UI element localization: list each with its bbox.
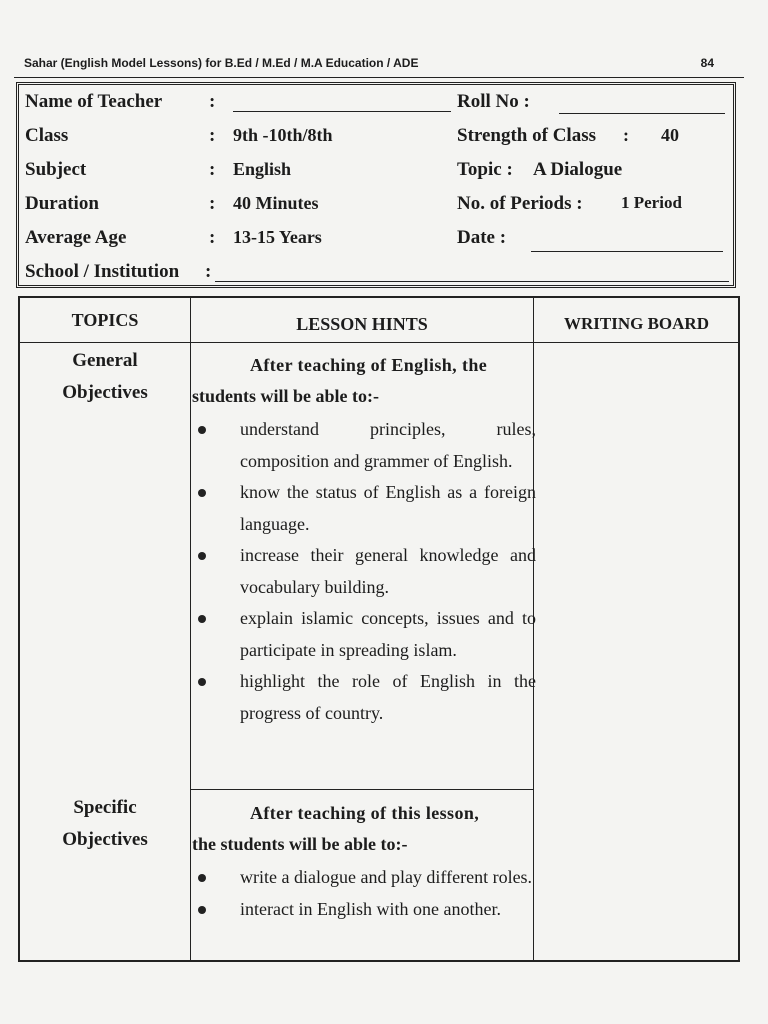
school-label: School / Institution [25, 261, 180, 282]
lesson-info-box [16, 82, 736, 288]
row-subject [25, 159, 735, 189]
list-item: interact in English with one another. [192, 894, 536, 926]
row-average-age [25, 227, 735, 257]
general-intro-lead: After teaching of English, the [250, 355, 488, 375]
specific-intro-tail: the students will be able to:- [192, 834, 408, 854]
roll-no-label: Roll No : [457, 91, 530, 112]
strength-label: Strength of Class [457, 125, 596, 146]
row-name-of-teacher [25, 91, 735, 121]
topics-header: TOPICS [71, 310, 139, 330]
general-intro [192, 350, 532, 412]
average-age-label: Average Age [25, 227, 127, 248]
roll-no-blank [559, 95, 725, 114]
class-value: 9th -10th/8th [233, 125, 333, 145]
lesson-plan-table [18, 296, 740, 962]
name-of-teacher-label: Name of Teacher [25, 91, 163, 112]
bullet-icon [198, 615, 206, 623]
row-school [25, 261, 735, 291]
running-head [24, 56, 724, 74]
bullet-icon [198, 874, 206, 882]
list-item: explain islamic concepts, issues and to participate in spreading islam. [192, 603, 536, 666]
name-of-teacher-colon: : [209, 91, 216, 112]
list-item: write a dialogue and play different roles. [192, 862, 536, 894]
running-head-title: Sahar (English Model Lessons) for B.Ed / M.Ed / M.A Education / ADE [24, 56, 419, 70]
page-number: 84 [700, 56, 714, 70]
average-age-value: 13-15 Years [233, 227, 322, 247]
name-of-teacher-blank [233, 93, 451, 112]
periods-value: 1 Period [621, 193, 682, 212]
list-item: highlight the role of English in the progress of country. [192, 666, 536, 729]
section-divider [190, 789, 533, 790]
strength-colon: : [623, 125, 629, 145]
school-blank [215, 263, 729, 282]
list-item: understand principles, rules, composition and grammer of English. [192, 414, 536, 477]
bullet-icon [198, 489, 206, 497]
general-topic-line1: General [72, 350, 138, 371]
lesson-hints-header: LESSON HINTS [296, 314, 428, 334]
writing-board-header: WRITING BOARD [564, 314, 709, 333]
general-objectives-topic [20, 345, 190, 409]
duration-value: 40 Minutes [233, 193, 319, 213]
general-objectives-list [192, 414, 536, 729]
subject-colon: : [209, 159, 216, 180]
header-row-divider [20, 342, 738, 343]
header-rule [14, 77, 744, 78]
duration-label: Duration [25, 193, 99, 214]
specific-objectives-list [192, 862, 536, 925]
general-intro-tail: students will be able to:- [192, 386, 380, 406]
list-item: increase their general knowledge and vocabulary building. [192, 540, 536, 603]
list-item: know the status of English as a foreign language. [192, 477, 536, 540]
bullet-icon [198, 426, 206, 434]
duration-colon: : [209, 193, 216, 214]
subject-value: English [233, 159, 292, 179]
bullet-icon [198, 552, 206, 560]
class-label: Class [25, 125, 69, 146]
date-blank [531, 233, 723, 252]
specific-intro-lead: After teaching of this lesson, [250, 803, 480, 823]
bullet-icon [198, 906, 206, 914]
school-colon: : [205, 261, 212, 282]
col-divider-topics [190, 298, 191, 960]
general-topic-line2: Objectives [62, 382, 148, 403]
row-duration [25, 193, 735, 223]
row-class [25, 125, 735, 155]
strength-value: 40 [661, 125, 679, 145]
subject-label: Subject [25, 159, 87, 180]
specific-intro [192, 798, 532, 860]
average-age-colon: : [209, 227, 216, 248]
specific-topic-line1: Specific [73, 797, 137, 818]
specific-topic-line2: Objectives [62, 829, 148, 850]
periods-label: No. of Periods : [457, 193, 583, 214]
date-label: Date : [457, 227, 507, 248]
topic-value: A Dialogue [533, 159, 623, 180]
class-colon: : [209, 125, 216, 146]
specific-objectives-topic [20, 792, 190, 856]
topic-label: Topic : [457, 159, 513, 180]
bullet-icon [198, 678, 206, 686]
